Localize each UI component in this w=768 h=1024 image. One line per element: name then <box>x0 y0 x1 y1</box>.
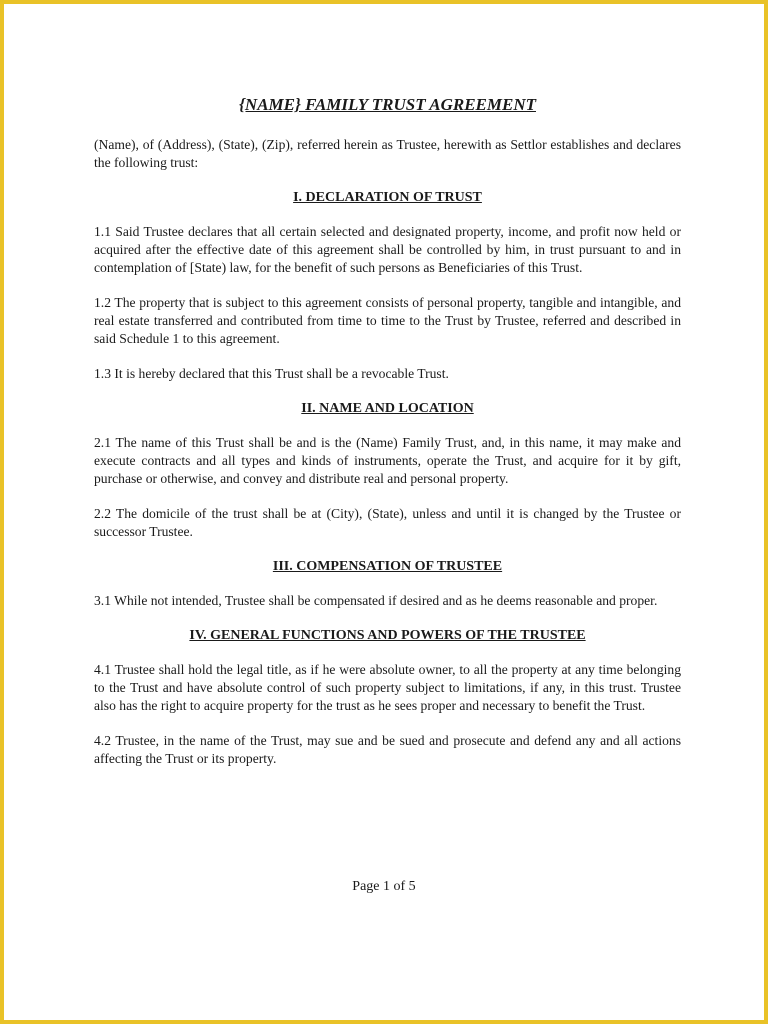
section-compensation-of-trustee <box>94 558 681 610</box>
section-declaration-of-trust <box>94 189 681 383</box>
clause-3-1: 3.1 While not intended, Trustee shall be compensated if desired and as he deems reasonable and proper. <box>94 593 658 608</box>
clause-4-2: 4.2 Trustee, in the name of the Trust, may sue and be sued and prosecute and defend any and all actions affecting the Trust or its property. <box>94 733 681 766</box>
clause-1-2: 1.2 The property that is subject to this agreement consists of personal property, tangible and intangible, and real estate transferred and contributed from time to time to the Trust by Trustee, referred and described in said Schedule 1 to this agreement. <box>94 295 681 346</box>
clause-4-1: 4.1 Trustee shall hold the legal title, as if he were absolute owner, to all the property at any time belonging to the Trust and have absolute control of such property subject to limitations, if any, in this trust. Trustee also has the right to acquire property for the trust as he sees proper and necessary to benefit the Trust. <box>94 662 681 713</box>
clause-2-1: 2.1 The name of this Trust shall be and is the (Name) Family Trust, and, in this name, it may make and execute contracts and all types and kinds of instruments, operate the Trust, and acquire for it by gift, purchase or otherwise, and convey and distribute real and personal property. <box>94 435 681 486</box>
section-heading: IV. GENERAL FUNCTIONS AND POWERS OF THE TRUSTEE <box>189 628 586 643</box>
clause-1-3: 1.3 It is hereby declared that this Trust shall be a revocable Trust. <box>94 366 449 381</box>
clause-2-2: 2.2 The domicile of the trust shall be at (City), (State), unless and until it is changed by the Trustee or successor Trustee. <box>94 506 681 539</box>
clause-1-1: 1.1 Said Trustee declares that all certain selected and designated property, income, and profit now held or acquired after the effective date of this agreement shall be controlled by him, in trust pursuant to and in contemplation of [State) law, for the benefit of such persons as Beneficiaries of this Trust. <box>94 224 681 275</box>
page-number: Page 1 of 5 <box>352 879 416 894</box>
document-body <box>94 94 681 785</box>
section-name-and-location <box>94 400 681 541</box>
intro-paragraph: (Name), of (Address), (State), (Zip), referred herein as Trustee, herewith as Settlor establishes and declares the following trust: <box>94 137 681 170</box>
document-title: {NAME} FAMILY TRUST AGREEMENT <box>239 95 536 114</box>
section-general-functions <box>94 627 681 768</box>
section-heading: I. DECLARATION OF TRUST <box>293 190 482 205</box>
section-heading: III. COMPENSATION OF TRUSTEE <box>272 559 503 574</box>
section-heading: II. NAME AND LOCATION <box>301 401 474 416</box>
